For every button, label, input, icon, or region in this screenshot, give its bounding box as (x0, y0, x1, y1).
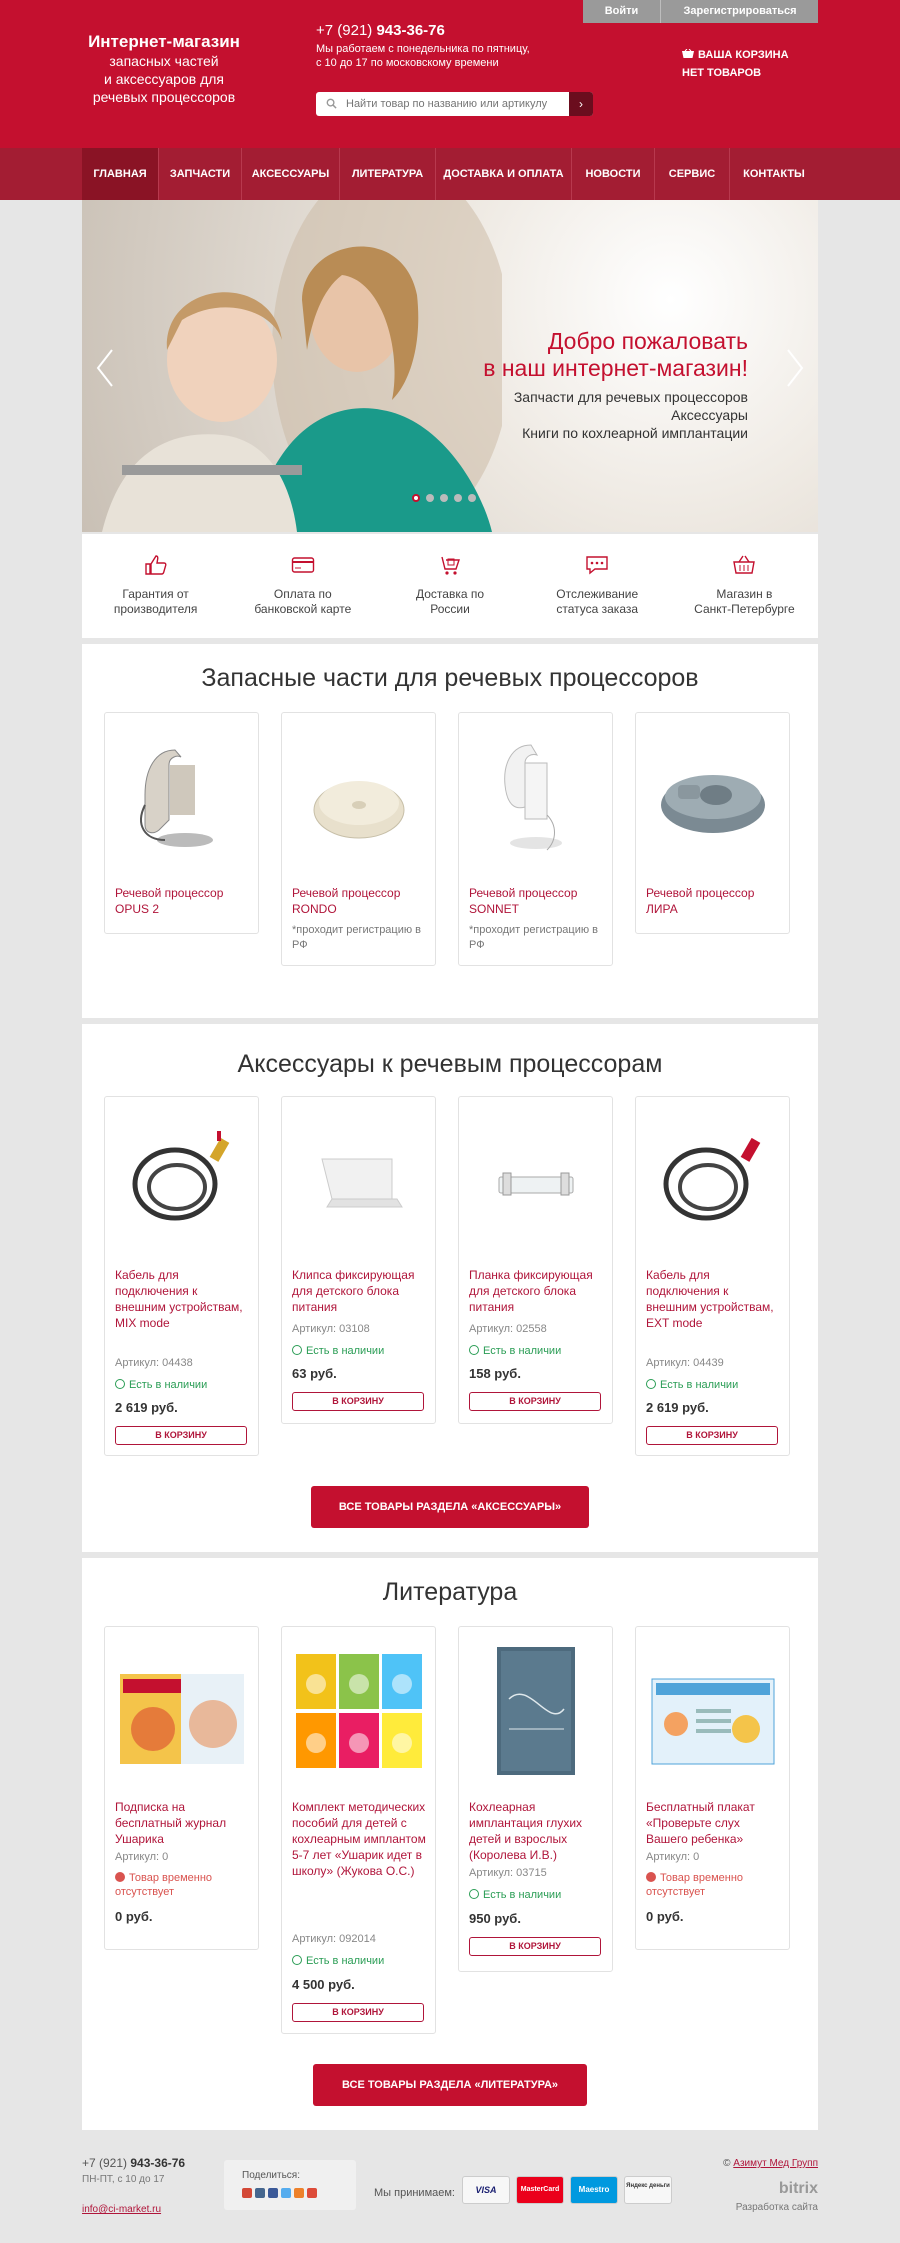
product-article: Артикул: 03715 (469, 1867, 547, 1879)
hero-slider (82, 200, 818, 532)
feature-line-1: Доставка по (415, 587, 485, 601)
product-price: 63 руб. (292, 1366, 337, 1381)
payment-accept-label: Мы принимаем: (374, 2187, 455, 2199)
register-button[interactable]: Зарегистрироваться (683, 5, 797, 17)
search-box (316, 92, 593, 116)
slider-dots (412, 494, 476, 502)
product-image-book-set (292, 1639, 426, 1779)
site-header (0, 0, 900, 148)
stock-status (115, 1379, 251, 1391)
nav-item-delivery[interactable]: ДОСТАВКА И ОПЛАТА (436, 148, 572, 200)
product-image-opus2 (115, 725, 249, 865)
in-stock-icon (469, 1345, 479, 1355)
add-to-cart-button[interactable]: В КОРЗИНУ (292, 2003, 424, 2022)
stock-text: Есть в наличии (306, 1345, 385, 1357)
share-box (224, 2160, 356, 2210)
feature-tracking (524, 534, 671, 638)
product-name[interactable]: Речевой процессор ЛИРА (646, 886, 755, 916)
product-price: 4 500 руб. (292, 1977, 355, 1992)
feature-line-2: банковской карте (254, 602, 352, 616)
in-stock-icon (292, 1345, 302, 1355)
product-name[interactable]: Подписка на бесплатный журнал Ушарика (115, 1800, 227, 1846)
product-card[interactable] (458, 712, 613, 966)
slider-prev-arrow-icon[interactable] (94, 348, 116, 388)
logo-title: Интернет-магазин (88, 32, 240, 51)
feature-line-2: Санкт-Петербурге (694, 602, 795, 616)
add-to-cart-button[interactable]: В КОРЗИНУ (469, 1392, 601, 1411)
yandex-money-logo: Яндекс деньги (624, 2176, 672, 2204)
add-to-cart-button[interactable]: В КОРЗИНУ (646, 1426, 778, 1445)
cart-label: ВАША КОРЗИНА (698, 49, 789, 61)
hero-photo (82, 200, 502, 532)
hero-sub-line-3: Книги по кохлеарной имплантации (522, 425, 748, 441)
logo-subtitle-3: речевых процессоров (92, 89, 236, 105)
nav-item-news[interactable]: НОВОСТИ (572, 148, 655, 200)
out-of-stock-icon (115, 1872, 125, 1882)
parts-section (82, 644, 818, 1018)
slider-dot[interactable] (426, 494, 434, 502)
nav-item-service[interactable]: СЕРВИС (655, 148, 730, 200)
product-price: 0 руб. (115, 1909, 153, 1924)
product-card[interactable] (458, 1626, 613, 1972)
share-mail-icon[interactable] (242, 2188, 252, 2198)
out-of-stock-icon (646, 1872, 656, 1882)
product-article: Артикул: 03108 (292, 1323, 370, 1335)
product-note: *проходит регистрацию в РФ (469, 924, 599, 951)
product-price: 2 619 руб. (646, 1400, 709, 1415)
product-image-sonnet (469, 725, 603, 865)
footer-phone-number: 943-36-76 (130, 2156, 186, 2170)
product-name[interactable]: Клипса фиксирующая для детского блока питания (292, 1268, 415, 1314)
site-logo[interactable] (82, 32, 246, 106)
product-card[interactable] (281, 1096, 436, 1424)
search-icon (326, 98, 337, 109)
copyright (723, 2158, 818, 2169)
mastercard-logo: MasterCard (516, 2176, 564, 2204)
product-name[interactable]: Кохлеарная имплантация глухих детей и взрослых (Королева И.В.) (469, 1800, 583, 1862)
feature-line-2: статуса заказа (556, 602, 639, 616)
product-image-plank (469, 1109, 603, 1249)
feature-shop (671, 534, 818, 638)
work-hours (316, 42, 556, 70)
product-image-rondo (292, 725, 426, 865)
hours-line-1: Мы работаем с понедельника по пятницу, (316, 43, 530, 55)
stock-status (115, 1871, 251, 1899)
stock-text: Есть в наличии (660, 1379, 739, 1391)
feature-line-1: Оплата по (273, 587, 332, 601)
nav-item-contacts[interactable]: КОНТАКТЫ (743, 168, 805, 180)
nav-item-accessories[interactable]: АКСЕССУАРЫ (242, 148, 340, 200)
logo-subtitle-1: запасных частей (109, 53, 219, 69)
product-note: *проходит регистрацию в РФ (292, 924, 422, 951)
stock-text: Есть в наличии (483, 1345, 562, 1357)
credit-card-icon (291, 554, 315, 576)
in-stock-icon (292, 1955, 302, 1965)
delivery-cart-icon (438, 554, 462, 576)
footer-phone-prefix: +7 (921) (82, 2156, 128, 2170)
product-name[interactable]: Кабель для подключения к внешним устройствам, MIX mode (115, 1268, 243, 1330)
product-name[interactable]: Речевой процессор OPUS 2 (115, 886, 224, 916)
stock-status (292, 1345, 428, 1357)
product-name[interactable]: Планка фиксирующая для детского блока питания (469, 1268, 593, 1314)
nav-item-parts[interactable]: ЗАПЧАСТИ (159, 148, 242, 200)
login-button[interactable]: Войти (583, 0, 661, 23)
accessories-section (82, 1024, 818, 1552)
share-twitter-icon[interactable] (281, 2188, 291, 2198)
product-card[interactable] (104, 712, 259, 934)
in-stock-icon (469, 1889, 479, 1899)
stock-text: Товар временно отсутствует (115, 1872, 213, 1898)
in-stock-icon (646, 1379, 656, 1389)
product-price: 158 руб. (469, 1366, 521, 1381)
stock-status (292, 1955, 428, 1967)
share-label: Поделиться: (242, 2170, 300, 2181)
header-phone[interactable] (316, 22, 445, 39)
product-article: Артикул: 0 (646, 1851, 700, 1863)
cart-widget[interactable] (682, 46, 789, 82)
literature-section-title: Литература (382, 1578, 518, 1606)
shop-basket-icon (732, 554, 756, 576)
footer-phone[interactable] (82, 2156, 185, 2170)
slider-dot[interactable] (440, 494, 448, 502)
all-accessories-button[interactable]: ВСЕ ТОВАРЫ РАЗДЕЛА «АКСЕССУАРЫ» (311, 1486, 589, 1528)
slider-dot[interactable] (468, 494, 476, 502)
feature-line-2: производителя (113, 602, 198, 616)
phone-prefix: +7 (921) (316, 22, 373, 39)
cart-status: НЕТ ТОВАРОВ (682, 67, 762, 79)
hero-title-line-2: в наш интернет-магазин! (483, 355, 748, 381)
stock-text: Товар временно отсутствует (646, 1872, 744, 1898)
product-article: Артикул: 092014 (292, 1933, 376, 1945)
feature-card-payment (229, 534, 376, 638)
stock-status (646, 1871, 782, 1899)
product-price: 950 руб. (469, 1911, 521, 1926)
in-stock-icon (115, 1379, 125, 1389)
chat-dots-icon (585, 554, 609, 576)
nav-item-home[interactable]: ГЛАВНАЯ (82, 148, 159, 200)
product-name[interactable]: Речевой процессор RONDO (292, 886, 401, 916)
feature-line-2: России (430, 602, 470, 616)
hours-line-2: с 10 до 17 по московскому времени (316, 57, 499, 69)
visa-logo: VISA (462, 2176, 510, 2204)
product-image-cable-ext (646, 1109, 780, 1249)
search-submit-button[interactable] (569, 92, 593, 116)
footer-hours: ПН-ПТ, с 10 до 17 (82, 2174, 165, 2185)
copyright-link[interactable]: Азимут Мед Групп (733, 2158, 818, 2169)
thumbs-up-icon (144, 554, 168, 576)
auth-bar (583, 0, 818, 23)
feature-line-1: Магазин в (716, 587, 773, 601)
product-card[interactable] (635, 1626, 790, 1950)
share-facebook-icon[interactable] (268, 2188, 278, 2198)
stock-status (646, 1379, 782, 1391)
all-literature-button[interactable]: ВСЕ ТОВАРЫ РАЗДЕЛА «ЛИТЕРАТУРА» (313, 2064, 587, 2106)
parts-section-title: Запасные части для речевых процессоров (201, 664, 699, 692)
slider-dot[interactable] (454, 494, 462, 502)
product-price: 2 619 руб. (115, 1400, 178, 1415)
add-to-cart-button[interactable]: В КОРЗИНУ (292, 1392, 424, 1411)
hero-sub-line-1: Запчасти для речевых процессоров (513, 389, 748, 405)
copyright-symbol: © (723, 2158, 731, 2169)
nav-item-literature[interactable]: ЛИТЕРАТУРА (340, 148, 436, 200)
add-to-cart-button[interactable]: В КОРЗИНУ (115, 1426, 247, 1445)
product-article: Артикул: 04438 (115, 1357, 193, 1369)
add-to-cart-button[interactable]: В КОРЗИНУ (469, 1937, 601, 1956)
product-card[interactable] (635, 712, 790, 934)
product-card[interactable] (281, 712, 436, 966)
hero-sub-line-2: Аксессуары (671, 407, 748, 423)
feature-line-1: Гарантия от (122, 587, 189, 601)
product-card[interactable] (104, 1096, 259, 1456)
maestro-logo: Maestro (570, 2176, 618, 2204)
developer-label: Разработка сайта (735, 2202, 818, 2213)
product-name[interactable]: Кабель для подключения к внешним устройствам, EXT mode (646, 1268, 774, 1330)
slider-next-arrow-icon[interactable] (784, 348, 806, 388)
share-vk-icon[interactable] (255, 2188, 265, 2198)
product-card[interactable] (281, 1626, 436, 2034)
product-name[interactable]: Комплект методических пособий для детей с кохлеарным имплантом 5-7 лет «Ушарик идет в школу» (Жукова О.С.) (292, 1800, 426, 1878)
hero-title-line-1: Добро пожаловать (547, 328, 748, 354)
stock-text: Есть в наличии (483, 1889, 562, 1901)
product-article: Артикул: 0 (115, 1851, 169, 1863)
product-name[interactable]: Бесплатный плакат «Проверьте слух Вашего ребенка» (646, 1800, 755, 1846)
bitrix-logo[interactable]: bitrix (778, 2180, 818, 2197)
product-name[interactable]: Речевой процессор SONNET (469, 886, 578, 916)
literature-section (82, 1558, 818, 2130)
chevron-right-icon: › (579, 97, 583, 111)
main-nav (0, 148, 900, 200)
site-footer (0, 2130, 900, 2243)
product-image-poster (646, 1639, 780, 1779)
footer-email-link[interactable]: info@ci-market.ru (82, 2204, 162, 2215)
product-article: Артикул: 04439 (646, 1357, 724, 1369)
product-image-magazine (115, 1639, 249, 1779)
slider-dot[interactable] (412, 494, 420, 502)
feature-warranty (82, 534, 229, 638)
stock-status (469, 1889, 605, 1901)
product-image-book-implant (469, 1639, 603, 1779)
product-card[interactable] (635, 1096, 790, 1456)
product-card[interactable] (458, 1096, 613, 1424)
product-card[interactable] (104, 1626, 259, 1950)
share-odnoklassniki-icon[interactable] (294, 2188, 304, 2198)
accessories-section-title: Аксессуары к речевым процессорам (237, 1050, 663, 1078)
product-image-lira (646, 725, 780, 865)
product-image-clip (292, 1109, 426, 1249)
search-input[interactable] (346, 92, 566, 116)
stock-text: Есть в наличии (129, 1379, 208, 1391)
logo-subtitle-2: и аксессуаров для (103, 71, 224, 87)
feature-line-1: Отслеживание (556, 587, 639, 601)
product-price: 0 руб. (646, 1909, 684, 1924)
basket-icon (682, 49, 694, 59)
stock-text: Есть в наличии (306, 1955, 385, 1967)
feature-delivery (376, 534, 523, 638)
phone-number: 943-36-76 (376, 22, 445, 39)
product-image-cable-mix (115, 1109, 249, 1249)
share-google-plus-icon[interactable] (307, 2188, 317, 2198)
stock-status (469, 1345, 605, 1357)
hero-title (483, 328, 748, 382)
product-article: Артикул: 02558 (469, 1323, 547, 1335)
hero-subtitle (514, 388, 748, 442)
features-bar (82, 534, 818, 638)
